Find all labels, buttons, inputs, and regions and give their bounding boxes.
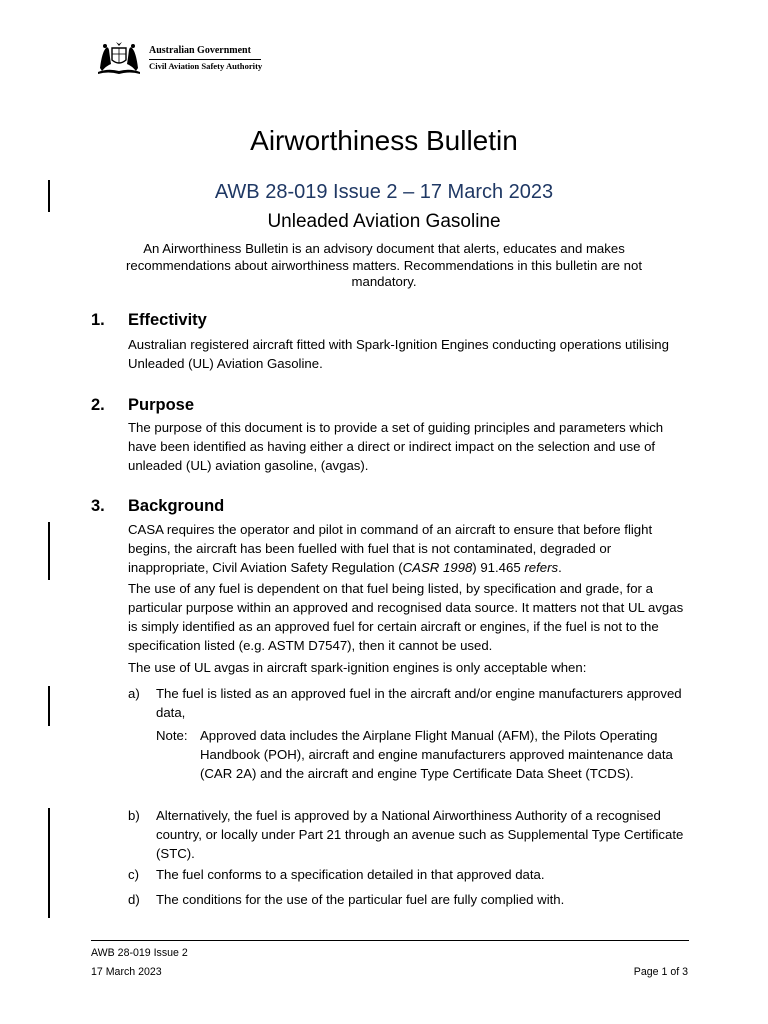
section-1-title: Effectivity [128,311,207,329]
section-3-title: Background [128,497,225,515]
section-3-number: 3. [91,497,105,515]
page-number: Page 1 of 3 [633,966,688,978]
logo-divider [149,59,261,60]
list-item-letter: a) [128,686,140,701]
intro-paragraph: An Airworthiness Bulletin is an advisory document that alerts, educates and makes recommendations about airworthiness matters. Recommendations in this bulletin are not mandatory. [125,241,643,289]
list-item-letter: b) [128,808,140,823]
footer-date: 17 March 2023 [91,966,162,978]
bulletin-reference: AWB 28-019 Issue 2 – 17 March 2023 [214,181,554,203]
list-item-letter: d) [128,892,140,907]
org-name: Australian Government [149,45,251,56]
casa-logo [96,38,264,78]
coat-of-arms-icon [96,38,142,76]
section-1-body: Australian registered aircraft fitted with Spark-Ignition Engines conducting operations utilising Unleaded (UL) Aviation Gasoline. [128,337,669,371]
document-heading: Unleaded Aviation Gasoline [267,211,501,232]
change-bar [48,686,50,726]
list-item-letter: c) [128,867,139,882]
note-label: Note: [156,728,188,743]
section-3-paragraph-1 [128,520,688,577]
footer-doc-id: AWB 28-019 Issue 2 [91,947,188,959]
section-2-body: The purpose of this document is to provide a set of guiding principles and parameters which have been identified as having either a direct or indirect impact on the selection and use of unleaded (UL) aviation gasoline, (avgas). [128,420,664,473]
note-text: Approved data includes the Airplane Flight Manual (AFM), the Pilots Operating Handbook (POH), aircraft and engine manufacturers approved maintenance data (CAR 2A) and the aircraft and engine Type Certificate Data Sheet (TCDS). [200,728,673,781]
footer-divider [91,940,689,941]
regulation-reference: CASR 1998 [402,560,473,575]
section-2-number: 2. [91,396,105,414]
paragraph-text: . [558,560,562,575]
refers-text: refers [524,560,559,575]
page-title: Airworthiness Bulletin [250,125,518,156]
change-bar [48,808,50,918]
list-item-text: The fuel is listed as an approved fuel in the aircraft and/or engine manufacturers approved data, [156,686,682,720]
section-3-paragraph-2: The use of any fuel is dependent on that fuel being listed, by specification and grade, for a particular purpose within an approved and recognised data source. It matters not that UL avgas is simply identified as an approved fuel for certain aircraft or engines, if the fuel is not to the specification listed (e.g. ASTM D7547), then it cannot be used. [128,581,684,653]
section-3-paragraph-3: The use of UL avgas in aircraft spark-ignition engines is only acceptable when: [128,660,587,675]
list-item-text: The conditions for the use of the particular fuel are fully complied with. [156,892,565,907]
change-bar [48,522,50,580]
org-subname: Civil Aviation Safety Authority [149,61,263,71]
section-1-number: 1. [91,311,105,329]
section-2-title: Purpose [128,396,195,414]
paragraph-text: CASA requires the operator and pilot in command of an aircraft to ensure that before flight begins, the aircraft has been fuelled with fuel that is not contaminated, degraded or inappropriate, Civil Aviation Safety Regulation ( [128,522,653,575]
list-item-text: The fuel conforms to a specification detailed in that approved data. [156,867,545,882]
list-item-text: Alternatively, the fuel is approved by a National Airworthiness Authority of a recognised country, or locally under Part 21 through an avenue such as Supplemental Type Certificate (STC). [156,808,684,861]
paragraph-text: ) 91.465 [472,560,525,575]
